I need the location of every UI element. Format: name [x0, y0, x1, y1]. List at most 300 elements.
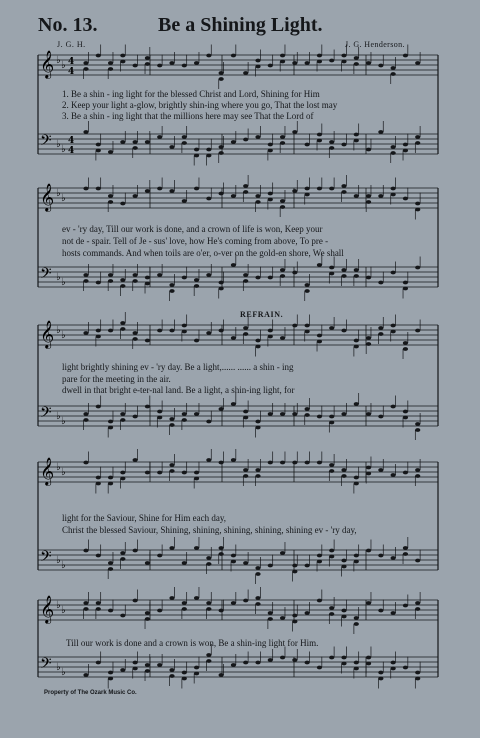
note-head — [108, 150, 113, 154]
note-head — [206, 54, 211, 58]
note-head — [255, 339, 260, 343]
note-head — [243, 332, 248, 336]
note-head — [120, 418, 125, 422]
note-head — [145, 663, 150, 667]
flat-icon: ♭ — [56, 555, 61, 566]
note-head — [354, 133, 359, 137]
note-head — [341, 565, 346, 569]
note-head — [83, 67, 88, 71]
note-head — [268, 335, 273, 339]
note-head — [378, 677, 383, 681]
note-head — [354, 194, 359, 198]
note-head — [378, 332, 383, 336]
note-head — [366, 466, 371, 470]
note-head — [96, 607, 101, 611]
note-head — [206, 331, 211, 335]
note-head — [366, 412, 371, 416]
note-head — [83, 61, 88, 65]
note-head — [120, 327, 125, 331]
note-head — [96, 601, 101, 605]
note-head — [415, 135, 420, 139]
note-head — [280, 461, 285, 465]
note-head — [317, 133, 322, 137]
note-head — [219, 145, 224, 149]
note-head — [354, 274, 359, 278]
note-head — [206, 556, 211, 560]
note-head — [341, 615, 346, 619]
note-head — [292, 324, 297, 328]
note-head — [243, 190, 248, 194]
note-head — [182, 135, 187, 139]
note-head — [243, 326, 248, 330]
verse-line: 2. Keep your light a-glow, brightly shin-ing where you go, That the lost may — [62, 100, 338, 110]
note-head — [83, 673, 88, 677]
note-head — [255, 276, 260, 280]
note-head — [317, 263, 322, 267]
note-head — [182, 671, 187, 675]
note-head — [219, 77, 224, 81]
note-head — [219, 407, 224, 411]
note-head — [268, 198, 273, 202]
flat-icon: ♭ — [61, 144, 66, 155]
note-head — [157, 135, 162, 139]
note-head — [305, 193, 310, 197]
flat-icon: ♭ — [61, 277, 66, 288]
note-head — [206, 273, 211, 277]
note-head — [341, 609, 346, 613]
note-head — [317, 60, 322, 64]
verse-line: pare for the meeting in the air. — [62, 374, 171, 384]
note-head — [415, 422, 420, 426]
hymn-title: Be a Shining Light. — [158, 14, 323, 36]
note-head — [133, 337, 138, 341]
note-head — [169, 189, 174, 193]
note-head — [341, 190, 346, 194]
note-head — [354, 56, 359, 60]
note-head — [415, 677, 420, 681]
note-head — [366, 336, 371, 340]
note-head — [83, 412, 88, 416]
note-head — [403, 341, 408, 345]
note-head — [341, 662, 346, 666]
note-head — [194, 672, 199, 676]
note-head — [280, 60, 285, 64]
note-head — [243, 416, 248, 420]
note-head — [391, 271, 396, 275]
note-head — [206, 659, 211, 663]
note-head — [391, 72, 396, 76]
note-head — [292, 658, 297, 662]
note-head — [415, 601, 420, 605]
note-head — [415, 468, 420, 472]
note-head — [145, 339, 150, 343]
note-head — [243, 599, 248, 603]
note-head — [182, 141, 187, 145]
note-head — [305, 330, 310, 334]
note-head — [280, 412, 285, 416]
treble-clef: 𝄞 — [40, 183, 55, 211]
copyright-footer: Property of The Ozark Music Co. — [44, 690, 137, 696]
note-head — [108, 279, 113, 283]
note-head — [194, 471, 199, 475]
note-head — [341, 474, 346, 478]
bass-clef: 𝄢 — [40, 655, 52, 676]
note-head — [96, 661, 101, 665]
note-head — [231, 663, 236, 667]
note-head — [329, 272, 334, 276]
note-head — [194, 187, 199, 191]
flat-icon: ♭ — [61, 467, 66, 478]
time-signature: 4 — [68, 146, 75, 156]
flat-icon: ♭ — [61, 193, 66, 204]
note-head — [219, 673, 224, 677]
note-head — [133, 549, 138, 553]
note-head — [354, 616, 359, 620]
note-head — [182, 276, 187, 280]
note-head — [108, 677, 113, 681]
note-head — [108, 273, 113, 277]
treble-clef: 𝄞 — [40, 320, 55, 348]
note-head — [378, 64, 383, 68]
flat-icon: ♭ — [61, 416, 66, 427]
note-head — [354, 482, 359, 486]
flat-icon: ♭ — [56, 55, 61, 66]
note-head — [120, 557, 125, 561]
note-head — [366, 276, 371, 280]
note-head — [354, 345, 359, 349]
note-head — [145, 189, 150, 193]
note-head — [243, 561, 248, 565]
note-head — [354, 476, 359, 480]
note-head — [280, 268, 285, 272]
note-head — [391, 151, 396, 155]
note-head — [83, 130, 88, 134]
note-head — [305, 661, 310, 665]
note-head — [317, 415, 322, 419]
note-head — [206, 154, 211, 158]
note-head — [83, 549, 88, 553]
note-head — [133, 273, 138, 277]
note-head — [206, 601, 211, 605]
hymn-number: No. 13. — [38, 14, 98, 36]
note-head — [206, 607, 211, 611]
note-head — [120, 140, 125, 144]
note-head — [108, 200, 113, 204]
note-head — [169, 283, 174, 287]
note-head — [108, 482, 113, 486]
note-head — [255, 468, 260, 472]
note-head — [403, 54, 408, 58]
note-head — [231, 554, 236, 558]
treble-clef: 𝄞 — [40, 595, 55, 623]
note-head — [378, 415, 383, 419]
note-head — [354, 62, 359, 66]
note-head — [96, 54, 101, 58]
note-head — [415, 202, 420, 206]
note-head — [219, 192, 224, 196]
note-head — [206, 148, 211, 152]
bass-clef: 𝄢 — [40, 265, 52, 286]
bass-clef: 𝄢 — [40, 404, 52, 425]
note-head — [145, 276, 150, 280]
note-head — [219, 151, 224, 155]
note-head — [391, 661, 396, 665]
note-head — [133, 146, 138, 150]
note-head — [292, 130, 297, 134]
bass-clef: 𝄢 — [40, 132, 52, 153]
note-head — [255, 194, 260, 198]
note-head — [243, 71, 248, 75]
note-head — [108, 567, 113, 571]
note-head — [243, 410, 248, 414]
flat-icon: ♭ — [56, 325, 61, 336]
time-signature: 4 — [68, 67, 75, 77]
note-head — [133, 661, 138, 665]
note-head — [268, 329, 273, 333]
note-head — [182, 324, 187, 328]
note-head — [255, 661, 260, 665]
note-head — [391, 193, 396, 197]
note-head — [268, 564, 273, 568]
note-head — [157, 187, 162, 191]
note-head — [120, 551, 125, 555]
note-head — [378, 609, 383, 613]
flat-icon: ♭ — [61, 330, 66, 341]
verse-line: 1. Be a shin - ing light for the blessed Christ and Lord, Shining for Him — [62, 89, 320, 99]
note-head — [157, 663, 162, 667]
note-head — [96, 187, 101, 191]
note-head — [292, 570, 297, 574]
note-head — [317, 54, 322, 58]
note-head — [354, 339, 359, 343]
lyricist-credit: J. G. H. — [57, 40, 86, 49]
note-head — [255, 135, 260, 139]
note-head — [305, 289, 310, 293]
note-head — [219, 609, 224, 613]
note-head — [280, 656, 285, 660]
note-head — [366, 342, 371, 346]
note-head — [194, 154, 199, 158]
note-head — [341, 329, 346, 333]
note-head — [120, 278, 125, 282]
note-head — [329, 421, 334, 425]
note-head — [317, 187, 322, 191]
flat-icon: ♭ — [61, 667, 66, 678]
note-head — [133, 458, 138, 462]
note-head — [280, 54, 285, 58]
note-head — [391, 667, 396, 671]
note-head — [108, 426, 113, 430]
note-head — [280, 274, 285, 278]
note-head — [292, 461, 297, 465]
note-head — [83, 273, 88, 277]
note-head — [366, 148, 371, 152]
note-head — [391, 405, 396, 409]
note-head — [169, 668, 174, 672]
note-head — [354, 622, 359, 626]
note-head — [169, 546, 174, 550]
note-head — [108, 420, 113, 424]
note-head — [341, 274, 346, 278]
note-head — [317, 334, 322, 338]
note-head — [182, 471, 187, 475]
note-head — [305, 187, 310, 191]
note-head — [145, 405, 150, 409]
note-head — [231, 194, 236, 198]
note-head — [415, 208, 420, 212]
note-head — [157, 416, 162, 420]
note-head — [305, 407, 310, 411]
note-head — [391, 145, 396, 149]
note-head — [169, 463, 174, 467]
note-head — [329, 606, 334, 610]
note-head — [108, 329, 113, 333]
verse-line: ev - 'ry day, Till our work is done, and a crown of life is won, Keep your — [62, 224, 323, 234]
note-head — [157, 273, 162, 277]
note-head — [329, 612, 334, 616]
verse-line: 3. Be a shin - ing light that the millions here may see That the Lord of — [62, 111, 314, 121]
note-head — [145, 62, 150, 66]
note-head — [243, 661, 248, 665]
note-head — [120, 614, 125, 618]
note-head — [403, 347, 408, 351]
note-head — [378, 281, 383, 285]
time-signature: 4 — [68, 136, 75, 146]
note-head — [231, 601, 236, 605]
note-head — [366, 601, 371, 605]
note-head — [366, 194, 371, 198]
note-head — [292, 564, 297, 568]
note-head — [305, 611, 310, 615]
note-head — [120, 321, 125, 325]
note-head — [169, 674, 174, 678]
note-head — [329, 555, 334, 559]
note-head — [194, 412, 199, 416]
time-signature: 4 — [68, 57, 75, 67]
note-head — [329, 326, 334, 330]
note-head — [341, 54, 346, 58]
note-head — [108, 194, 113, 198]
note-head — [268, 611, 273, 615]
note-head — [403, 666, 408, 670]
note-head — [219, 329, 224, 333]
note-head — [219, 461, 224, 465]
note-head — [133, 667, 138, 671]
flat-icon: ♭ — [56, 662, 61, 673]
note-head — [329, 549, 334, 553]
note-head — [255, 426, 260, 430]
note-head — [255, 345, 260, 349]
note-head — [157, 329, 162, 333]
note-head — [169, 289, 174, 293]
note-head — [206, 420, 211, 424]
note-head — [255, 59, 260, 63]
note-head — [133, 331, 138, 335]
note-head — [391, 324, 396, 328]
note-head — [120, 668, 125, 672]
note-head — [145, 282, 150, 286]
note-head — [108, 671, 113, 675]
note-head — [403, 149, 408, 153]
note-head — [403, 604, 408, 608]
note-head — [329, 146, 334, 150]
note-head — [231, 336, 236, 340]
note-head — [341, 656, 346, 660]
note-head — [292, 61, 297, 65]
note-head — [145, 611, 150, 615]
refrain-label: REFRAIN. — [240, 310, 284, 319]
note-head — [133, 64, 138, 68]
note-head — [194, 596, 199, 600]
note-head — [341, 184, 346, 188]
note-head — [169, 596, 174, 600]
note-head — [341, 559, 346, 563]
note-head — [83, 418, 88, 422]
note-head — [305, 324, 310, 328]
note-head — [329, 469, 334, 473]
note-head — [403, 281, 408, 285]
note-head — [255, 420, 260, 424]
note-head — [108, 561, 113, 565]
note-head — [280, 205, 285, 209]
note-head — [280, 616, 285, 620]
note-head — [83, 187, 88, 191]
note-head — [120, 60, 125, 64]
note-head — [366, 200, 371, 204]
note-head — [354, 402, 359, 406]
note-head — [145, 140, 150, 144]
note-head — [108, 476, 113, 480]
note-head — [231, 560, 236, 564]
note-head — [403, 416, 408, 420]
note-head — [169, 469, 174, 473]
note-head — [403, 197, 408, 201]
note-head — [305, 61, 310, 65]
note-head — [120, 471, 125, 475]
note-head — [96, 482, 101, 486]
note-head — [280, 199, 285, 203]
note-head — [231, 140, 236, 144]
note-head — [403, 552, 408, 556]
note-head — [268, 64, 273, 68]
note-head — [317, 560, 322, 564]
note-head — [255, 200, 260, 204]
note-head — [182, 412, 187, 416]
note-head — [96, 281, 101, 285]
note-head — [280, 135, 285, 139]
note-head — [194, 148, 199, 152]
note-head — [243, 279, 248, 283]
note-head — [255, 65, 260, 69]
note-head — [317, 599, 322, 603]
note-head — [145, 471, 150, 475]
composer-credit: J. G. Henderson. — [345, 40, 405, 49]
note-head — [169, 145, 174, 149]
note-head — [206, 458, 211, 462]
note-head — [194, 61, 199, 65]
note-head — [182, 607, 187, 611]
note-head — [83, 331, 88, 335]
flat-icon: ♭ — [56, 600, 61, 611]
note-head — [354, 268, 359, 272]
note-head — [329, 463, 334, 467]
note-head — [231, 402, 236, 406]
note-head — [366, 549, 371, 553]
note-head — [182, 418, 187, 422]
note-head — [182, 199, 187, 203]
note-head — [305, 461, 310, 465]
verse-line: dwell in that bright e-ter-nal land. Be a light, a shin-ing light, for — [62, 385, 295, 395]
